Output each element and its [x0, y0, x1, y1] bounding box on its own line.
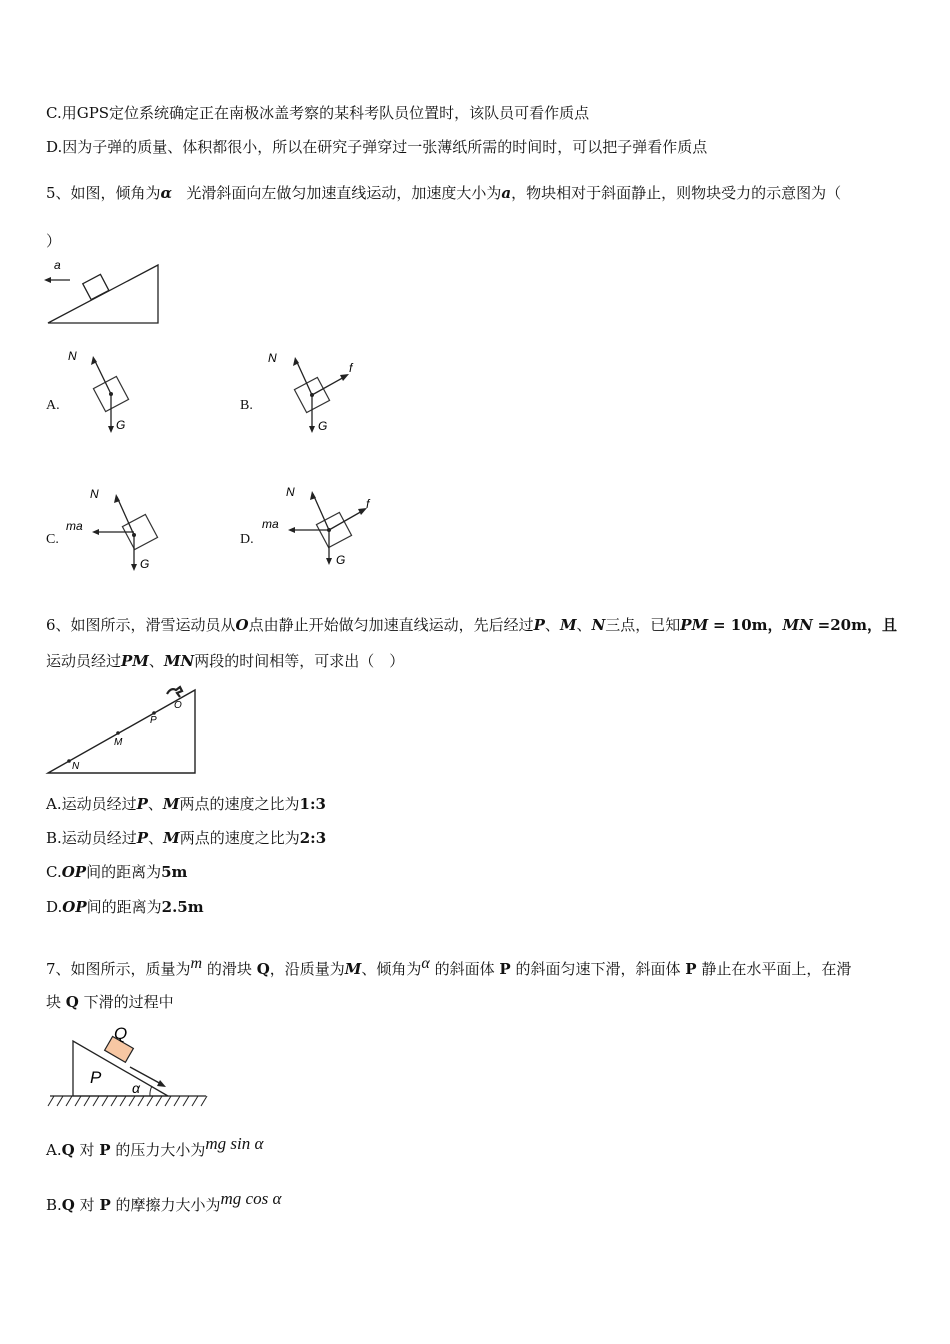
ma-label: ma	[262, 517, 279, 531]
point-m-label: M	[114, 737, 123, 748]
gravity-label: G	[140, 557, 150, 571]
q5-option-d-label: D.	[240, 532, 254, 547]
q5-option-d-diagram	[260, 478, 385, 573]
q6-option-d: D.OP间的距离为2.5m	[46, 898, 204, 916]
friction-label: f	[366, 497, 370, 511]
q5-stem: 5、如图，倾角为α 光滑斜面向左做匀加速直线运动，加速度大小为a，物块相对于斜面静止，则物块受力的示意图为（	[46, 184, 842, 202]
q6-option-b: B.运动员经过P、M两点的速度之比为2:3	[46, 829, 327, 847]
q4-option-c: C.用GPS定位系统确定正在南极冰盖考察的某科考队员位置时，该队员可看作质点	[46, 104, 590, 122]
q6-option-c: C.OP间的距离为5m	[46, 863, 188, 881]
q7-option-b: B.Q 对 P 的摩擦力大小为$^{mg cos \alpha}$	[46, 1189, 282, 1214]
gravity-label: G	[116, 418, 126, 432]
skier-icon	[167, 687, 182, 697]
normal-force-label: N	[268, 351, 277, 365]
q6-slope-figure	[44, 682, 204, 777]
label-q: Q	[114, 1024, 128, 1043]
q5-option-a-diagram	[62, 342, 142, 437]
ma-label: ma	[66, 519, 83, 533]
point-o-label: O	[174, 700, 182, 711]
normal-force-label: N	[90, 487, 99, 501]
q6-option-a: A.运动员经过P、M两点的速度之比为1:3	[46, 795, 326, 813]
gravity-label: G	[336, 553, 346, 567]
point-n-label: N	[72, 761, 80, 772]
normal-force-label: N	[286, 485, 295, 499]
q5-option-c-diagram	[62, 480, 172, 575]
q7-stem-line1: 7、如图所示，质量为$^m$ 的滑块 Q，沿质量为M、倾角为$^\alpha$ 的斜面体 P 的斜面匀速下滑，斜面体 P 静止在水平面上，在滑	[46, 955, 852, 978]
angle-alpha-label: α	[132, 1080, 140, 1096]
gravity-label: G	[318, 419, 328, 433]
q6-stem-line2: 运动员经过PM、MN两段的时间相等，可求出（ ）	[46, 652, 405, 670]
acceleration-label: a	[54, 258, 61, 272]
q4-option-d: D.因为子弹的质量、体积都很小，所以在研究子弹穿过一张薄纸所需的时间时，可以把子弹看作质点	[46, 138, 708, 156]
point-p-label: P	[150, 715, 157, 726]
q5-incline-figure	[40, 255, 170, 330]
q5-option-b-label: B.	[240, 398, 253, 413]
normal-force-label: N	[68, 349, 77, 363]
q5-option-a-label: A.	[46, 398, 60, 413]
q5-stem-end: ）	[46, 232, 62, 250]
q7-incline-figure	[46, 1020, 211, 1110]
q5-option-b-diagram	[262, 342, 362, 437]
q5-option-c-label: C.	[46, 532, 59, 547]
label-p: P	[90, 1068, 102, 1087]
friction-label: f	[349, 361, 353, 375]
q7-option-a: A.Q 对 P 的压力大小为$^{mg sin \alpha}$	[46, 1134, 264, 1159]
q7-stem-line2: 块 Q 下滑的过程中	[46, 993, 174, 1011]
q6-stem-line1: 6、如图所示，滑雪运动员从O点由静止开始做匀加速直线运动，先后经过P、M、N三点，已知PM = 10m，MN =20m，且	[46, 616, 897, 634]
